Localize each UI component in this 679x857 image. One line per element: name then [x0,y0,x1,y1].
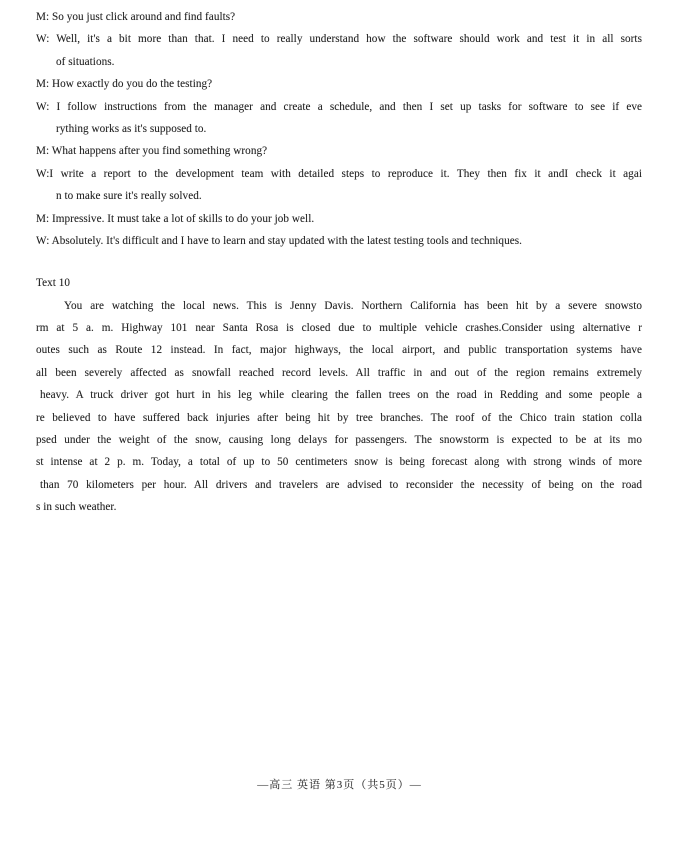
text-line: M: How exactly do you do the testing? [36,78,213,91]
text-line: than 70 kilometers per hour. All drivers and travelers are advised to reconsider the necessity of being on the road [40,478,642,491]
text-line: n to make sure it's really solved. [56,190,202,203]
text-line: all been severely affected as snowfall reached record levels. All traffic in and out of the region remains extremely [36,366,642,379]
transcript-content [36,6,642,519]
text-line: heavy. A truck driver got hurt in his leg while clearing the fallen trees on the road in Redding and some people a [40,389,642,402]
text-line: psed under the weight of the snow, causing long delays for passengers. The snowstorm is expected to be at its mo [36,434,642,447]
text-line: st intense at 2 p. m. Today, a total of up to 50 centimeters snow is being forecast along with strong winds of more [36,456,642,469]
text-line: of situations. [56,55,115,68]
text-line: rything works as it's supposed to. [56,122,207,135]
text-line: re believed to have suffered back injuries after being hit by tree branches. The roof of the Chico train station colla [36,411,642,424]
text-line: W:I write a report to the development team with detailed steps to reproduce it. They then fix it andI check it agai [36,167,642,180]
page-footer: —高三 英语 第3页（共5页）— [257,779,422,791]
text-line: outes such as Route 12 instead. In fact, major highways, the local airport, and public transportation systems have [36,344,642,357]
text-line: M: Impressive. It must take a lot of skills to do your job well. [36,212,315,225]
dialogue-block [36,6,642,252]
text-line: M: So you just click around and find faults? [36,11,236,23]
text-line: You are watching the local news. This is Jenny Davis. Northern California has been hit by a severe snowsto [64,299,642,312]
text-line: W: Well, it's a bit more than that. I need to really understand how the software should work and test it in all sorts [36,33,642,46]
text-line: W: I follow instructions from the manager and create a schedule, and then I set up tasks for software to see if eve [36,100,642,113]
passage-block [36,295,642,519]
section-title: Text 10 [36,277,71,290]
text-line: M: What happens after you find something wrong? [36,145,268,158]
text-line: W: Absolutely. It's difficult and I have to learn and stay updated with the latest testing tools and techniques. [36,234,522,247]
text-line: s in such weather. [36,501,117,514]
text-line: rm at 5 a. m. Highway 101 near Santa Rosa is closed due to multiple vehicle crashes.Consider using alternative r [36,322,642,335]
